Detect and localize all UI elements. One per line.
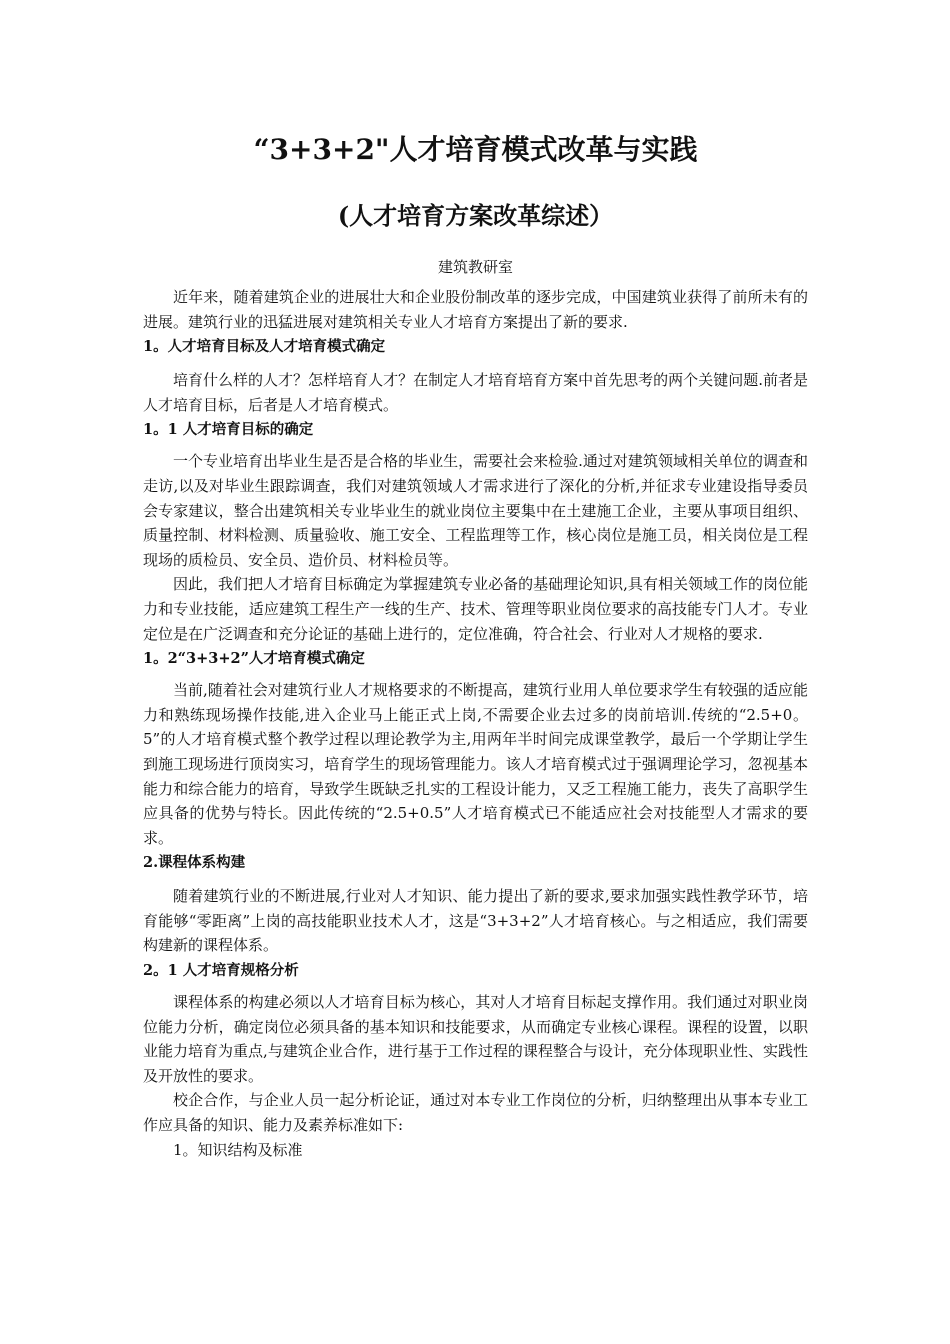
paragraph-1: 培育什么样的人才？怎样培育人才？在制定人才培育培育方案中首先思考的两个关键问题.前者是人才培育目标，后者是人才培育模式。 — [143, 371, 808, 414]
list-item-knowledge: 1。知识结构及标准 — [173, 1140, 303, 1159]
paragraph-1-2: 当前,随着社会对建筑行业人才规格要求的不断提高，建筑行业用人单位要求学生有较强的适应能力和熟练现场操作技能,进入企业马上能正式上岗,不需要企业去过多的岗前培训.传统的“2.5+0。5”的人才培育模式整个教学过程以理论教学为主,用两年半时间完成课堂教学，最后一个学期让学生到施工现场进行顶岗实习，培育学生的现场管理能力。该人才培育模式过于强调理论学习，忽视基本能力和综合能力的培育，导致学生既缺乏扎实的工程设计能力，又乏工程施工能力，丧失了高职学生应具备的优势与特长。因此传统的“2.5+0.5”人才培育模式已不能适应社会对技能型人才需求的要求。 — [143, 681, 808, 847]
paragraph-1-1a: 一个专业培育出毕业生是否是合格的毕业生，需要社会来检验.通过对建筑领域相关单位的调查和走访,以及对毕业生跟踪调查，我们对建筑领域人才需求进行了深化的分析,并征求专业建设指导委员会专家建议，整合出建筑相关专业毕业生的就业岗位主要集中在土建施工企业，主要从事项目组织、质量控制、材料检测、质量验收、施工安全、工程监理等工作，核心岗位是施工员，相关岗位是工程现场的质检员、安全员、造价员、材料检员等。 — [143, 452, 808, 569]
document-author: 建筑教研室 — [437, 258, 513, 276]
paragraph-1-1b: 因此，我们把人才培育目标确定为掌握建筑专业必备的基础理论知识,具有相关领域工作的岗位能力和专业技能，适应建筑工程生产一线的生产、技术、管理等职业岗位要求的高技能专门人才。专业定位是在广泛调查和充分论证的基础上进行的，定位准确，符合社会、行业对人才规格的要求. — [143, 575, 808, 643]
document-title: “3+3+2"人才培育模式改革与实践 — [253, 133, 698, 166]
section-heading-2: 2.课程体系构建 — [143, 854, 246, 872]
document-subtitle: (人才培育方案改革综述） — [337, 201, 614, 230]
paragraph-2-1b: 校企合作，与企业人员一起分析论证，通过对本专业工作岗位的分析，归纳整理出从事本专业工作应具备的知识、能力及素养标准如下: — [143, 1091, 808, 1135]
subsection-heading-1-1: 1。1 人才培育目标的确定 — [143, 421, 314, 439]
document-body — [143, 285, 808, 1162]
subsection-heading-1-2: 1。2“3+3+2”人才培育模式确定 — [143, 650, 365, 668]
paragraph-2: 随着建筑行业的不断进展,行业对人才知识、能力提出了新的要求,要求加强实践性教学环节，培育能够“零距离”上岗的高技能职业技术人才，这是“3+3+2”人才培育核心。与之相适应，我们需要构建新的课程体系。 — [143, 887, 808, 955]
paragraph-2-1a: 课程体系的构建必须以人才培育目标为核心，其对人才培育目标起支撑作用。我们通过对职业岗位能力分析，确定岗位必须具备的基本知识和技能要求，从而确定专业核心课程。课程的设置，以职业能力培育为重点,与建筑企业合作，进行基于工作过程的课程整合与设计，充分体现职业性、实践性及开放性的要求。 — [143, 993, 808, 1085]
section-heading-1: 1。人才培育目标及人才培育模式确定 — [143, 338, 386, 356]
subsection-heading-2-1: 2。1 人才培育规格分析 — [143, 962, 299, 980]
intro-paragraph: 近年来，随着建筑企业的进展壮大和企业股份制改革的逐步完成，中国建筑业获得了前所未有的进展。建筑行业的迅猛进展对建筑相关专业人才培育方案提出了新的要求. — [143, 288, 808, 331]
